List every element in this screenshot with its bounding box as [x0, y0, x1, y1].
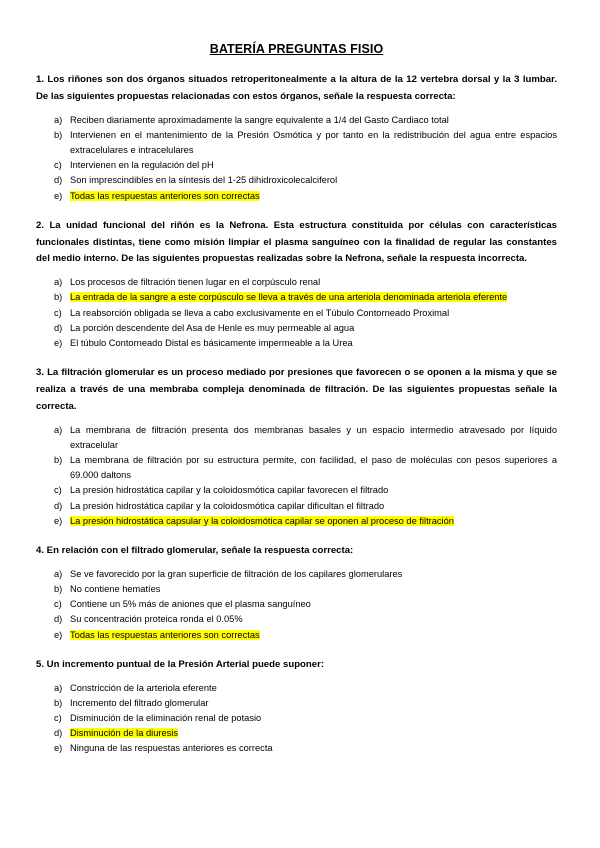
highlight-mark: La presión hidrostática capsular y la coloidosmótica capilar se oponen al proceso de filtración: [70, 515, 454, 526]
question-text: 4. En relación con el filtrado glomerular, señale la respuesta correcta:: [36, 545, 354, 557]
option-letter: a): [54, 682, 63, 693]
option-letter: c): [54, 599, 62, 610]
option-letter: d): [54, 614, 63, 625]
answer-option: [36, 173, 557, 188]
option-letter: c): [54, 160, 62, 171]
option-text: Contiene un 5% más de aniones que el plasma sanguíneo: [70, 599, 311, 610]
answer-option-highlighted: [36, 628, 557, 643]
question-block: [36, 657, 557, 757]
answer-option: [36, 483, 557, 498]
question-text: 5. Un incremento puntual de la Presión Arterial puede suponer:: [36, 658, 325, 670]
option-letter: b): [54, 292, 63, 303]
document-title: BATERÍA PREGUNTAS FISIO: [209, 42, 384, 56]
option-text: [70, 189, 557, 204]
option-letter: b): [54, 697, 63, 708]
highlight-mark: Todas las respuestas anteriores son correctas: [70, 629, 260, 640]
answer-option-highlighted: [36, 726, 557, 741]
question-text: 1. Los riñones son dos órganos situados retroperitonealmente a la altura de la 12 vertebra dorsal y la 3 lumbar. De las siguientes propuestas relacionadas con estos órganos, señale la respuesta correcta:: [36, 74, 557, 102]
option-letter: b): [54, 129, 63, 140]
option-letter: d): [54, 175, 63, 186]
answer-options: [36, 113, 557, 204]
highlight-mark: Disminución de la diuresis: [70, 728, 178, 739]
answer-options: [36, 681, 557, 757]
option-letter: e): [54, 515, 63, 526]
option-text: La membrana de filtración por su estructura permite, con facilidad, el paso de moléculas con pesos superiores a 69.000 daltons: [70, 455, 557, 481]
answer-option: [36, 597, 557, 612]
answer-option-highlighted: [36, 290, 557, 305]
option-letter: a): [54, 424, 63, 435]
answer-option: [36, 306, 557, 321]
option-letter: a): [54, 114, 63, 125]
answer-option: [36, 612, 557, 627]
option-text: Los procesos de filtración tienen lugar en el corpúsculo renal: [70, 277, 321, 288]
option-letter: e): [54, 190, 63, 201]
answer-options: [36, 275, 557, 351]
option-letter: c): [54, 713, 62, 724]
option-letter: e): [54, 338, 63, 349]
answer-options: [36, 567, 557, 643]
question-text: 2. La unidad funcional del riñón es la Nefrona. Esta estructura constituida por células con características funcionales distintas, tiene como misión limpiar el plasma sanguíneo con la finalidad de regular las constantes del medio interno. De las siguientes propuestas realizadas sobre la Nefrona, señale la respuesta incorrecta.: [36, 219, 557, 265]
question-block: [36, 543, 557, 643]
option-letter: b): [54, 584, 63, 595]
question-text: 3. La filtración glomerular es un proceso mediado por presiones que favorecen o se oponen a la misma y que se realiza a través de una membraba compleja denominada de filtración. De las siguientes propuestas señale la correcta.: [36, 367, 557, 412]
highlight-mark: La entrada de la sangre a este corpúsculo se lleva a través de una arteriola denominada arteriola eferente: [70, 292, 508, 303]
answer-option: [36, 423, 557, 453]
option-text: La presión hidrostática capilar y la coloidosmótica capilar favorecen el filtrado: [70, 485, 389, 496]
option-letter: c): [54, 307, 62, 318]
option-text: [70, 726, 557, 741]
option-text: Ninguna de las respuestas anteriores es correcta: [70, 743, 273, 754]
answer-option: [36, 696, 557, 711]
answer-option: [36, 453, 557, 483]
answer-option: [36, 681, 557, 696]
highlight-mark: Todas las respuestas anteriores son correctas: [70, 190, 260, 201]
option-text: El túbulo Contorneado Distal es básicamente impermeable a la Urea: [70, 338, 353, 349]
answer-option: [36, 567, 557, 582]
answer-option: [36, 275, 557, 290]
answer-option: [36, 741, 557, 756]
option-text: [70, 514, 557, 529]
option-letter: e): [54, 629, 63, 640]
question-block: [36, 365, 557, 529]
option-text: Intervienen en la regulación del pH: [70, 160, 214, 171]
option-text: Disminución de la eliminación renal de potasio: [70, 713, 262, 724]
option-letter: d): [54, 728, 63, 739]
option-text: No contiene hematíes: [70, 584, 161, 595]
answer-option: [36, 128, 557, 158]
option-text: La porción descendente del Asa de Henle es muy permeable al agua: [70, 322, 355, 333]
option-letter: b): [54, 455, 63, 466]
answer-option-highlighted: [36, 189, 557, 204]
option-text: Constricción de la arteriola eferente: [70, 682, 217, 693]
question-block: [36, 218, 557, 351]
option-letter: a): [54, 277, 63, 288]
option-text: Son imprescindibles en la síntesis del 1-25 dihidroxicolecalciferol: [70, 175, 338, 186]
option-text: La membrana de filtración presenta dos membranas basales y un espacio intermedio atravesado por líquido extracelular: [70, 424, 557, 450]
answer-option: [36, 336, 557, 351]
option-text: Se ve favorecido por la gran superficie de filtración de los capilares glomerulares: [70, 568, 403, 579]
option-text: Su concentración proteica ronda el 0.05%: [70, 614, 243, 625]
option-letter: a): [54, 568, 63, 579]
answer-option: [36, 158, 557, 173]
option-letter: d): [54, 500, 63, 511]
answer-option-highlighted: [36, 514, 557, 529]
answer-option: [36, 113, 557, 128]
option-letter: d): [54, 322, 63, 333]
option-text: [70, 628, 557, 643]
option-text: La reabsorción obligada se lleva a cabo exclusivamente en el Túbulo Contorneado Proximal: [70, 307, 450, 318]
answer-option: [36, 321, 557, 336]
answer-option: [36, 499, 557, 514]
question-list: [36, 72, 557, 757]
option-text: [70, 290, 557, 305]
option-letter: e): [54, 743, 63, 754]
question-block: [36, 72, 557, 204]
option-letter: c): [54, 485, 62, 496]
option-text: Intervienen en el mantenimiento de la Presión Osmótica y por tanto en la redistribución del agua entre espacios extracelulares e intracelulares: [70, 129, 557, 155]
answer-option: [36, 582, 557, 597]
option-text: Incremento del filtrado glomerular: [70, 697, 209, 708]
answer-option: [36, 711, 557, 726]
option-text: La presión hidrostática capilar y la coloidosmótica capilar dificultan el filtrado: [70, 500, 385, 511]
answer-options: [36, 423, 557, 529]
option-text: Reciben diariamente aproximadamente la sangre equivalente a 1/4 del Gasto Cardiaco total: [70, 114, 449, 125]
